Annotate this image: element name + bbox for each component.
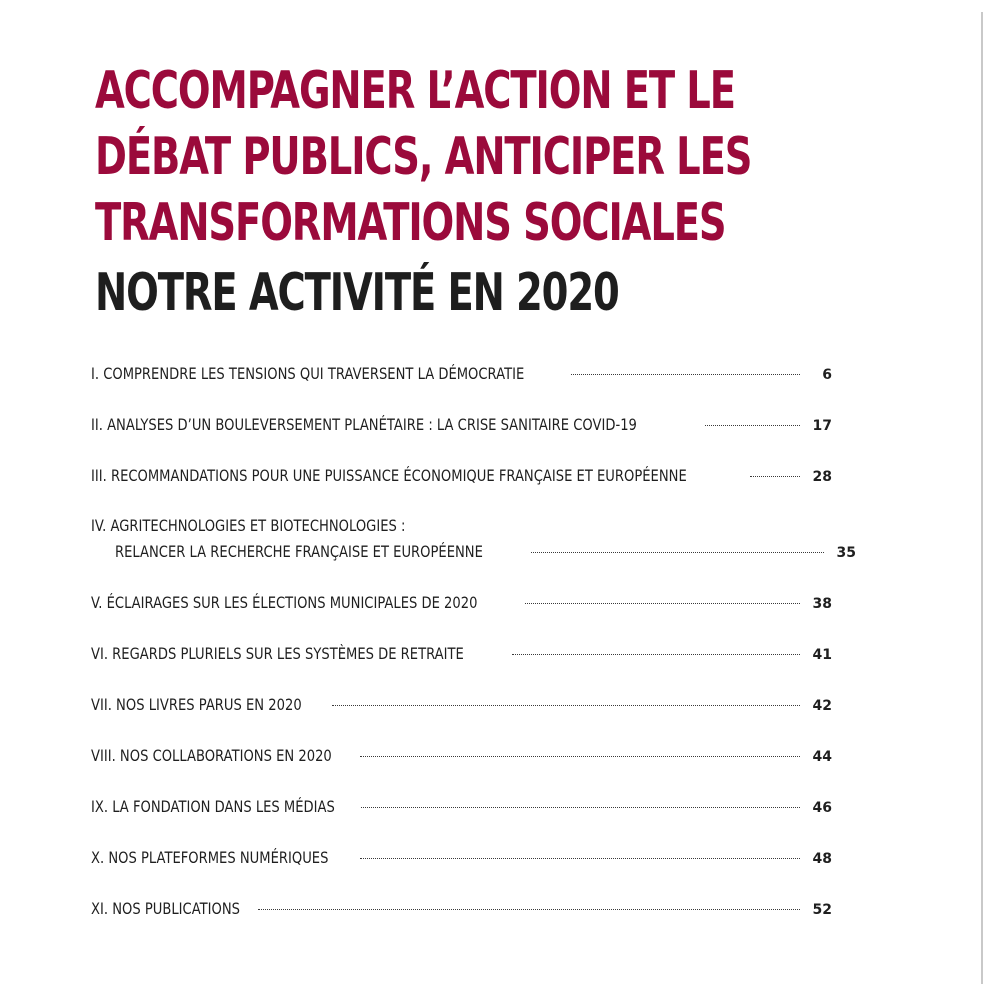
toc-entry-title: VIII. NOS COLLABORATIONS EN 2020 xyxy=(91,746,332,765)
toc-entry-title: VII. NOS LIVRES PARUS EN 2020 xyxy=(91,695,302,714)
toc-entry-1[interactable] xyxy=(91,364,832,390)
toc-entry-title: II. ANALYSES D’UN BOULEVERSEMENT PLANÉTAIRE : LA CRISE SANITAIRE COVID-19 xyxy=(91,415,637,434)
toc-page-number: 42 xyxy=(812,698,832,714)
toc-entry-5[interactable] xyxy=(91,593,832,619)
toc-page-number: 28 xyxy=(812,469,832,485)
toc-entry-title: V. ÉCLAIRAGES SUR LES ÉLECTIONS MUNICIPALES DE 2020 xyxy=(91,593,478,612)
toc-dot-leader xyxy=(705,424,800,426)
page-title-line-1: ACCOMPAGNER L’ACTION ET LE xyxy=(95,61,735,121)
toc-entry-2[interactable] xyxy=(91,415,832,441)
toc-entry-title: X. NOS PLATEFORMES NUMÉRIQUES xyxy=(91,848,329,867)
toc-entry-title: IX. LA FONDATION DANS LES MÉDIAS xyxy=(91,797,335,816)
toc-dot-leader xyxy=(531,551,824,553)
toc-dot-leader xyxy=(258,908,800,910)
toc-entry-title: I. COMPRENDRE LES TENSIONS QUI TRAVERSENT LA DÉMOCRATIE xyxy=(91,364,525,383)
toc-entry-title-line-1: IV. AGRITECHNOLOGIES ET BIOTECHNOLOGIES : xyxy=(91,516,406,535)
toc-page-number: 17 xyxy=(812,418,832,434)
toc-entry-6[interactable] xyxy=(91,644,832,670)
toc-page-number: 35 xyxy=(836,545,856,561)
toc-entry-7[interactable] xyxy=(91,695,832,721)
toc-dot-leader xyxy=(571,373,800,375)
toc-page-number: 6 xyxy=(822,367,832,383)
toc-entry-4[interactable] xyxy=(91,516,856,568)
page-edge-divider xyxy=(981,12,983,984)
toc-dot-leader xyxy=(512,653,800,655)
toc-entry-title: III. RECOMMANDATIONS POUR UNE PUISSANCE ÉCONOMIQUE FRANÇAISE ET EUROPÉENNE xyxy=(91,466,687,485)
title-block xyxy=(95,58,895,328)
page-title-line-3: TRANSFORMATIONS SOCIALES xyxy=(95,193,726,253)
page-title-line-2: DÉBAT PUBLICS, ANTICIPER LES xyxy=(95,127,752,187)
toc-entry-title: RELANCER LA RECHERCHE FRANÇAISE ET EUROPÉENNE xyxy=(115,542,483,561)
toc-page-number: 52 xyxy=(812,902,832,918)
toc-dot-leader xyxy=(525,602,800,604)
toc-dot-leader xyxy=(750,475,800,477)
toc-page-number: 48 xyxy=(812,851,832,867)
toc-page-number: 46 xyxy=(812,800,832,816)
toc-entry-title: VI. REGARDS PLURIELS SUR LES SYSTÈMES DE RETRAITE xyxy=(91,644,464,663)
toc-entry-8[interactable] xyxy=(91,746,832,772)
toc-page-number: 41 xyxy=(812,647,832,663)
page-subtitle: NOTRE ACTIVITÉ EN 2020 xyxy=(95,263,619,323)
toc-entry-9[interactable] xyxy=(91,797,832,823)
toc-entry-11[interactable] xyxy=(91,899,832,925)
toc-page-number: 38 xyxy=(812,596,832,612)
toc-dot-leader xyxy=(361,806,800,808)
toc-entry-title: XI. NOS PUBLICATIONS xyxy=(91,899,241,918)
toc-dot-leader xyxy=(360,755,800,757)
toc-page-number: 44 xyxy=(812,749,832,765)
toc-dot-leader xyxy=(360,857,800,859)
toc-entry-10[interactable] xyxy=(91,848,832,874)
toc-entry-3[interactable] xyxy=(91,466,832,492)
toc-dot-leader xyxy=(332,704,800,706)
